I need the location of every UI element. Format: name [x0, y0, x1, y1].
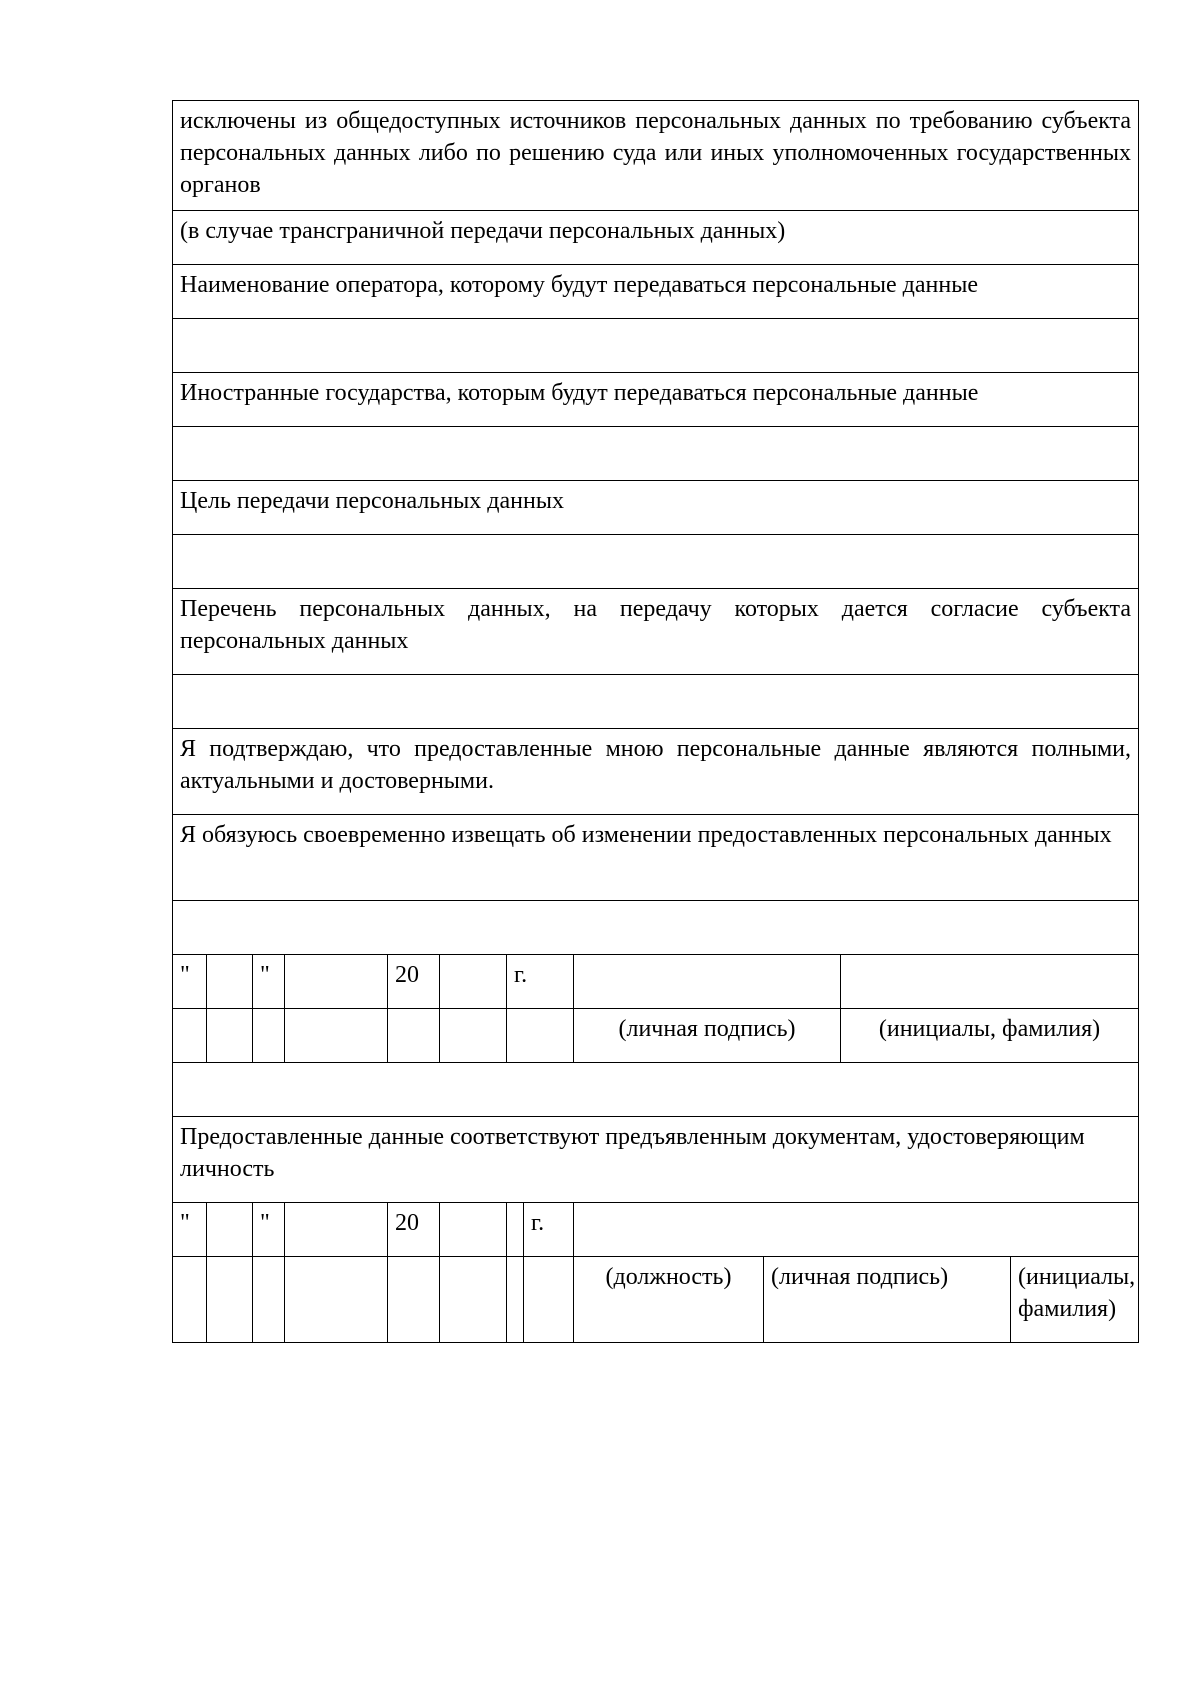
empty-cell: [253, 1009, 285, 1063]
foreign-states-field[interactable]: [173, 427, 1139, 481]
form-row: [173, 319, 1139, 373]
transfer-purpose-label: Цель передачи персональных данных: [173, 481, 1139, 535]
date-month-field[interactable]: [285, 1203, 388, 1257]
date-month-field[interactable]: [285, 955, 388, 1009]
empty-cell: [207, 1257, 253, 1343]
empty-cell: [388, 1257, 440, 1343]
official-caption-row: [173, 1257, 1139, 1343]
empty-cell: [173, 1009, 207, 1063]
operator-name-field[interactable]: [173, 319, 1139, 373]
operator-name-label: Наименование оператора, которому будут передаваться персональные данные: [173, 265, 1139, 319]
date-quote-open: ": [173, 955, 207, 1009]
empty-cell: [507, 1009, 574, 1063]
form-row: [173, 589, 1139, 675]
official-signature-field[interactable]: [574, 1203, 1139, 1257]
notify-obligation-statement: Я обязуюсь своевременно извещать об изменении предоставленных персональных данных: [173, 815, 1139, 901]
personal-signature-field[interactable]: [574, 955, 841, 1009]
form-row: [173, 373, 1139, 427]
empty-cell: [440, 1009, 507, 1063]
form-row: [173, 265, 1139, 319]
form-row: [173, 675, 1139, 729]
verified-statement: Предоставленные данные соответствуют предъявленным документам, удостоверяющим личность: [173, 1117, 1139, 1203]
empty-cell: [285, 1009, 388, 1063]
initials-surname-field[interactable]: [841, 955, 1139, 1009]
form-row: [173, 901, 1139, 955]
form-row: [173, 1063, 1139, 1117]
date-year-suffix: г.: [524, 1203, 574, 1257]
official-signature-caption: (личная подпись): [764, 1257, 1011, 1343]
date-day-field[interactable]: [207, 955, 253, 1009]
form-row: [173, 101, 1139, 211]
date-year-suffix: г.: [507, 955, 574, 1009]
date-signature-row: [173, 955, 1139, 1009]
date-quote-open: ": [173, 1203, 207, 1257]
transfer-purpose-field[interactable]: [173, 535, 1139, 589]
empty-cell: [253, 1257, 285, 1343]
empty-cell: [507, 1203, 524, 1257]
empty-cell: [440, 1257, 507, 1343]
form-row: [173, 481, 1139, 535]
signature-caption-row: [173, 1009, 1139, 1063]
blank-row: [173, 1063, 1139, 1117]
date-century: 20: [388, 1203, 440, 1257]
date-century: 20: [388, 955, 440, 1009]
foreign-states-label: Иностранные государства, которым будут передаваться персональные данные: [173, 373, 1139, 427]
official-date-row: [173, 1203, 1139, 1257]
empty-cell: [388, 1009, 440, 1063]
empty-cell: [507, 1257, 524, 1343]
personal-signature-caption: (личная подпись): [574, 1009, 841, 1063]
data-list-label: Перечень персональных данных, на передачу которых дается согласие субъекта персональных данных: [173, 589, 1139, 675]
date-quote-close: ": [253, 955, 285, 1009]
cross-border-heading: (в случае трансграничной передачи персональных данных): [173, 211, 1139, 265]
date-quote-close: ": [253, 1203, 285, 1257]
form-row: [173, 427, 1139, 481]
empty-cell: [207, 1009, 253, 1063]
form-row: [173, 535, 1139, 589]
official-initials-caption: (инициалы, фамилия): [1011, 1257, 1139, 1343]
date-year-field[interactable]: [440, 1203, 507, 1257]
form-row: [173, 211, 1139, 265]
form-row: [173, 1117, 1139, 1203]
form-page: [172, 100, 1138, 1343]
position-caption: (должность): [574, 1257, 764, 1343]
empty-cell: [524, 1257, 574, 1343]
empty-cell: [173, 1257, 207, 1343]
initials-surname-caption: (инициалы, фамилия): [841, 1009, 1139, 1063]
excluded-sources-text: исключены из общедоступных источников персональных данных по требованию субъекта персональных данных либо по решению суда или иных уполномоченных государственных органов: [173, 101, 1139, 211]
consent-form-table: [172, 100, 1139, 1343]
confirmation-statement: Я подтверждаю, что предоставленные мною персональные данные являются полными, актуальными и достоверными.: [173, 729, 1139, 815]
date-day-field[interactable]: [207, 1203, 253, 1257]
empty-cell: [285, 1257, 388, 1343]
form-row: [173, 729, 1139, 815]
blank-row: [173, 901, 1139, 955]
date-year-field[interactable]: [440, 955, 507, 1009]
form-row: [173, 815, 1139, 901]
data-list-field[interactable]: [173, 675, 1139, 729]
